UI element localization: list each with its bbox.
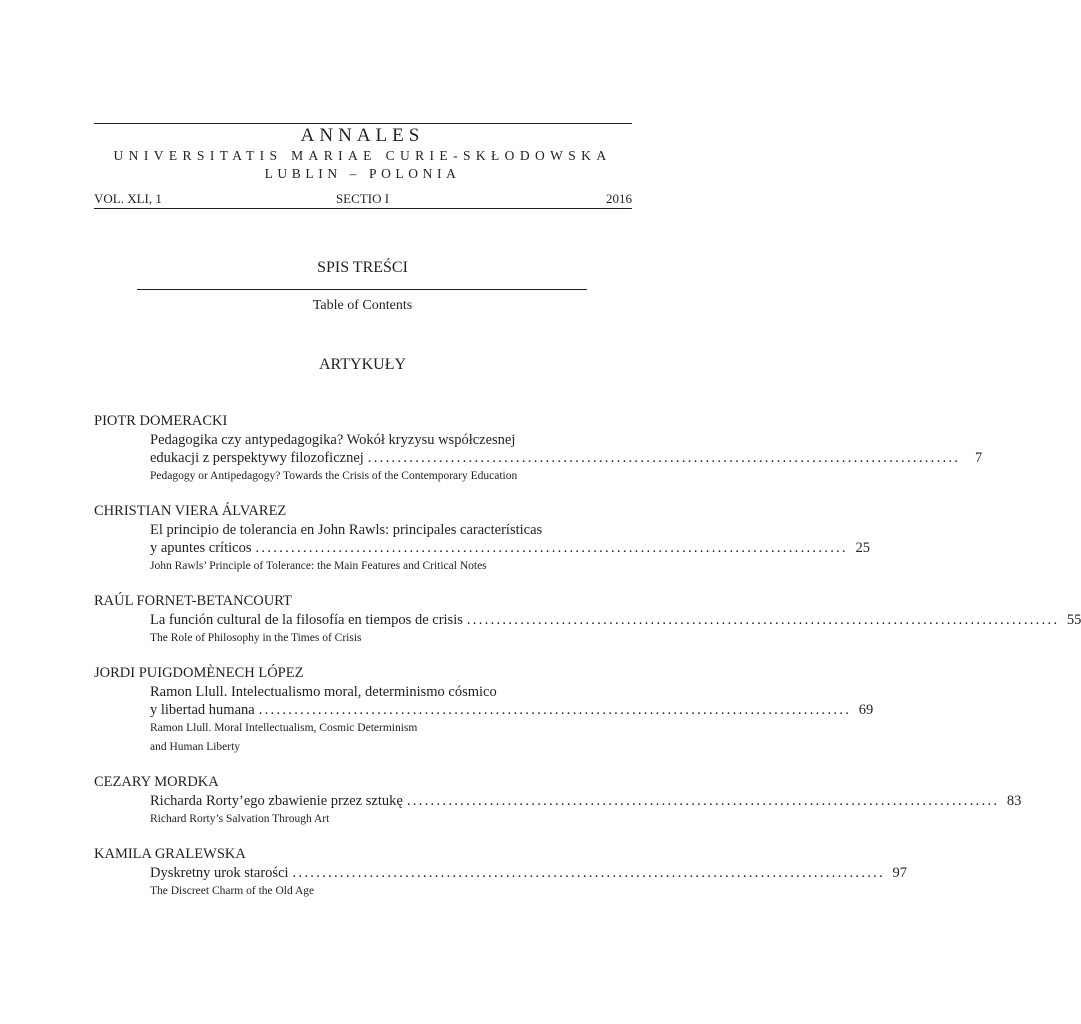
toc-heading: SPIS TREŚCI: [317, 259, 408, 276]
entry-title-text: y apuntes críticos: [150, 540, 252, 556]
entry-title-line: El principio de tolerancia en John Rawls: principales características: [150, 522, 543, 538]
entry-author: CEZARY MORDKA: [94, 774, 219, 790]
entry-author: CHRISTIAN VIERA ÁLVAREZ: [94, 503, 287, 519]
entry-english-title: John Rawls’ Principle of Tolerance: the Main Features and Critical Notes: [150, 560, 487, 572]
header-bottom-rule: [94, 208, 632, 209]
entry-title-text: edukacji z perspektywy filozoficznej: [150, 450, 364, 466]
volume-label: VOL. XLI, 1: [94, 191, 162, 206]
entry-title-row[interactable]: [150, 792, 1022, 810]
entry-english-title: The Discreet Charm of the Old Age: [150, 885, 315, 897]
toc-rule: [137, 289, 587, 290]
journal-place: LUBLIN – POLONIA: [264, 166, 461, 181]
year-label: 2016: [606, 191, 632, 206]
entry-page-number: 7: [975, 450, 983, 466]
toc-entry[interactable]: [94, 412, 983, 486]
entry-page-number: 83: [1006, 793, 1022, 809]
toc-entry[interactable]: [94, 845, 908, 901]
top-rule: [94, 123, 632, 124]
entry-title-row[interactable]: [150, 701, 874, 719]
entry-title-text: y libertad humana: [150, 702, 255, 718]
entry-english-title: Pedagogy or Antipedagogy? Towards the Crisis of the Contemporary Education: [150, 470, 518, 482]
toc-entry[interactable]: [94, 664, 874, 757]
dot-leader: ....................................................................................................: [255, 540, 848, 556]
entry-author: JORDI PUIGDOMÈNECH LÓPEZ: [94, 665, 304, 681]
toc-entry[interactable]: [94, 502, 870, 576]
entry-page-number: 55: [1066, 612, 1081, 628]
entry-title-row[interactable]: [150, 611, 1081, 629]
entry-title-text: Dyskretny urok starości: [150, 865, 289, 881]
sectio-label: SECTIO I: [335, 191, 390, 206]
journal-subtitle: UNIVERSITATIS MARIAE CURIE-SKŁODOWSKA: [113, 148, 612, 163]
toc-entry[interactable]: [94, 592, 1081, 648]
entry-page-number: 69: [858, 702, 874, 718]
entry-title-text: Richarda Rorty’ego zbawienie przez sztukę: [150, 793, 403, 809]
journal-title: ANNALES: [300, 125, 425, 146]
section-heading: ARTYKUŁY: [318, 356, 407, 373]
dot-leader: ....................................................................................................: [292, 865, 886, 881]
dot-leader: ....................................................................................................: [466, 612, 1060, 628]
entry-author: KAMILA GRALEWSKA: [94, 846, 246, 862]
toc-entry[interactable]: [94, 773, 1022, 829]
entry-english-title: Richard Rorty’s Salvation Through Art: [150, 813, 330, 825]
entry-title-row[interactable]: [150, 449, 983, 467]
entry-title-line: Ramon Llull. Intelectualismo moral, determinismo cósmico: [150, 684, 497, 700]
entry-title-text: La función cultural de la filosofía en tiempos de crisis: [150, 612, 463, 628]
entry-english-title: and Human Liberty: [150, 741, 241, 753]
entry-title-row[interactable]: [150, 539, 870, 557]
entry-author: RAÚL FORNET-BETANCOURT: [94, 593, 292, 609]
entry-author: PIOTR DOMERACKI: [94, 413, 228, 429]
entry-page-number: 97: [892, 865, 908, 881]
entry-english-title: Ramon Llull. Moral Intellectualism, Cosmic Determinism: [150, 722, 418, 734]
entry-page-number: 25: [855, 540, 870, 556]
entry-english-title: The Role of Philosophy in the Times of Crisis: [150, 632, 362, 644]
entry-title-line: Pedagogika czy antypedagogika? Wokół kryzysu współczesnej: [150, 432, 516, 448]
dot-leader: ....................................................................................................: [258, 702, 852, 718]
toc-english-heading: Table of Contents: [312, 298, 413, 313]
dot-leader: ....................................................................................................: [367, 450, 961, 466]
entry-title-row[interactable]: [150, 864, 908, 882]
dot-leader: ....................................................................................................: [406, 793, 1000, 809]
